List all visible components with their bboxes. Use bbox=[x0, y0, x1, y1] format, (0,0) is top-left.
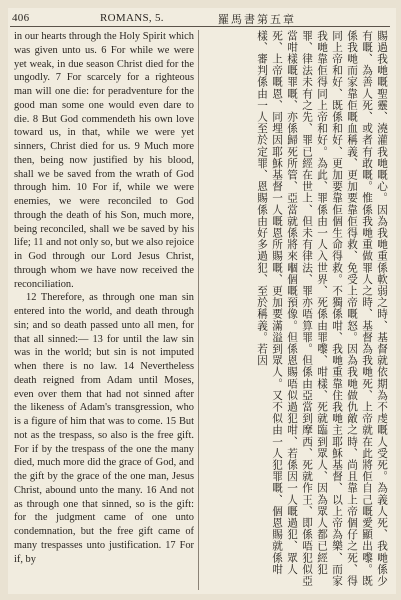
chinese-column: 賜過我哋嘅聖靈、澆灌我哋嘅心。因為我哋重係軟弱之時、基督就依期為不虔嘅人受死。為義人死、我哋係少有嘅、為善人死、或者有敢嘅。惟係我哋重做罪人之時、基督為我哋死、上帝就在此將佢自己嘅愛顯出嚟。既係我哋而家靠佢嘅血稱義、更加要靠佢得救、免受上帝嘅怒。因為我哋做仇敵之時、尚且靠上帝個仔之死、得同上帝和好、既係和好、更加要靠佢個生命得救。不獨係咁、我哋重靠住我哋主耶穌基督、以上帝為樂、而家我哋靠佢得同上帝和好。為此、罪係由一人入世界、死係由罪嚟、咁樣、死就臨到眾人、因為眾人都已經犯罪、律法未有之先、罪已經在世上、但未有律法、罪亦唔算罪。但係由亞當到摩西、死就作王、即係唔犯似亞當咁樣嘅罪嘅、亦係歸死所管、亞當就係將來嗰個嘅預像。但係恩賜唔似過犯咁、若係因一人嘅過犯、眾人死、上帝嘅恩、同埋因耶穌基督一人嘅恩所賜嘅、更加要滿溢到眾人。又不似由一人犯罪嘅、個恩賜就係咁樣、審判係由一人至於定罪、恩賜係由好多過犯、至於稱義。若因 bbox=[256, 30, 388, 587]
book-title: ROMANS, 5. bbox=[100, 12, 164, 24]
english-paragraph-2: 12 Therefore, as through one man sin entered into the world, and death through sin; and so death passed unto all men, for that all sinned:— 13 for until the law sin was in the world; but sin is not imputed when there is no law. 14 Nevertheless death reigned from Adam until Moses, even over them that had not sinned after the likeness of Adam's transgression, who is a figure of him that was to come. 15 But not as the trespass, so also is the free gift. For if by the trespass of the one the many died, much more did the grace of God, and the gift by the grace of the one man, Jesus Christ, abound unto the many. 16 And not as through one that sinned, so is the gift: for the judgment came of one unto condemnation, but the free gift came of many trespasses unto justification. 17 For if, by bbox=[14, 292, 194, 565]
page-number: 406 bbox=[12, 12, 30, 24]
book-page bbox=[8, 8, 396, 594]
column-divider bbox=[198, 30, 199, 590]
running-head bbox=[12, 10, 390, 26]
english-column bbox=[14, 30, 194, 590]
header-rule bbox=[10, 26, 390, 27]
chinese-book-title: 羅馬書第五章 bbox=[218, 13, 296, 26]
english-paragraph-1: in our hearts through the Holy Spirit which was given unto us. 6 For while we were yet weak, in due season Christ died for the ungodly. 7 For scarcely for a righteous man will one die: for peradventure for the good man some one would even dare to die. 8 But God commendeth his own love toward us, in that, while we were yet sinners, Christ died for us. 9 Much more then, being now justified by his blood, shall we be saved from the wrath of God through him. 10 For if, while we were enemies, we were reconciled to God through the death of his Son, much more, being reconciled, shall we be saved by his life; 11 and not only so, but we also rejoice in God through our Lord Jesus Christ, through whom we have now received the reconciliation. bbox=[14, 31, 194, 290]
